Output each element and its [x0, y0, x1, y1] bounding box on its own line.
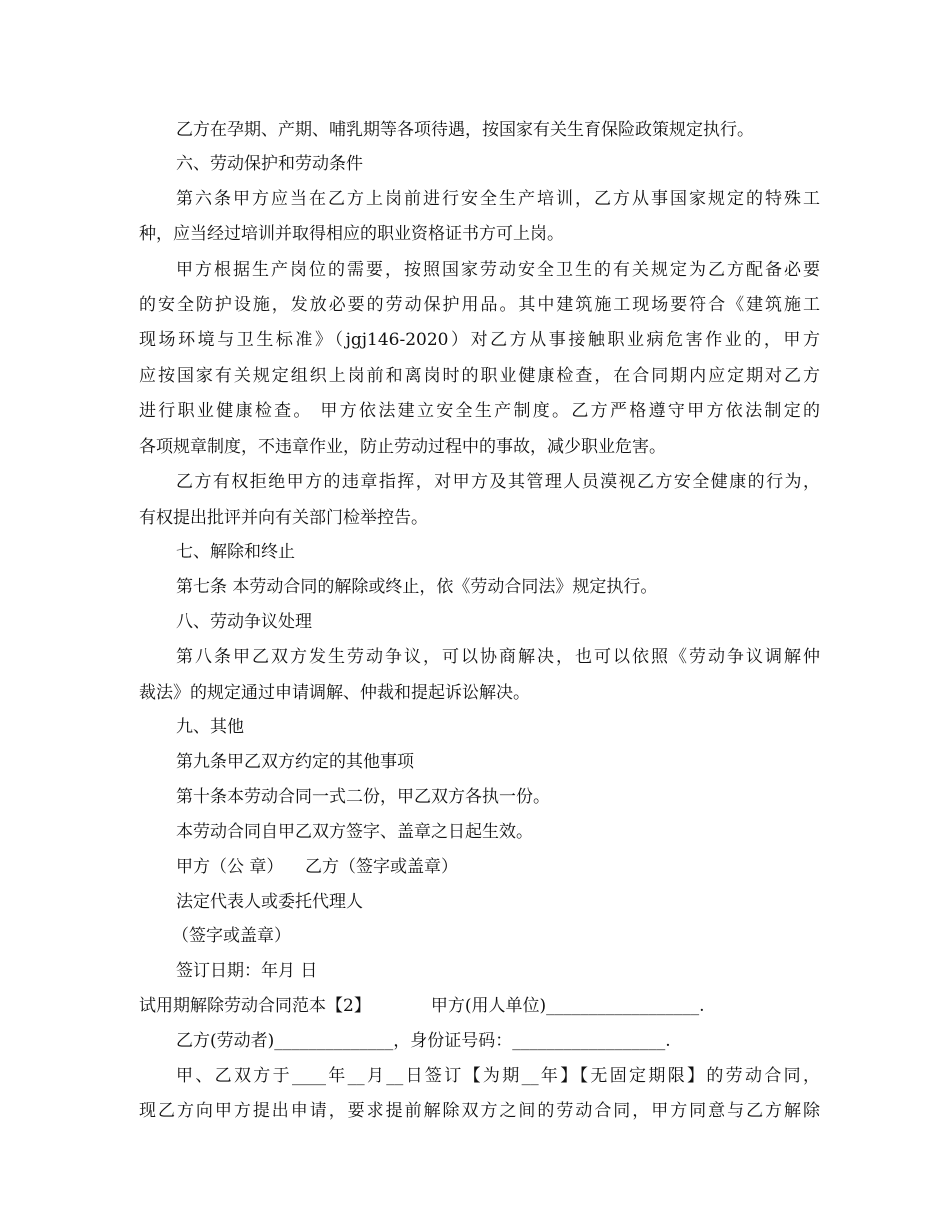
paragraph-line: 的安全防护设施，发放必要的劳动保护用品。其中建筑施工现场要符合《建筑施工	[139, 295, 820, 315]
paragraph-line: 进行职业健康检查。 甲方依法建立安全生产制度。乙方严格遵守甲方依法制定的	[139, 401, 820, 421]
paragraph-line: 第十条本劳动合同一式二份，甲乙双方各执一份。	[176, 787, 550, 807]
party-b-field: 乙方(劳动者)______________，身份证号码：__________________.	[176, 1031, 671, 1051]
section-heading: 九、其他	[176, 717, 244, 737]
signature-line: 甲方（公 章） 乙方（签字或盖章）	[176, 857, 459, 877]
paragraph-line: 各项规章制度，不违章作业，防止劳动过程中的事故，减少职业危害。	[139, 437, 666, 457]
paragraph-line: 第九条甲乙双方约定的其他事项	[176, 752, 414, 772]
party-a-field: 甲方(用人单位)__________________.	[430, 996, 705, 1016]
paragraph-line: 现乙方向甲方提出申请，要求提前解除双方之间的劳动合同，甲方同意与乙方解除	[139, 1101, 820, 1121]
signature-line: 法定代表人或委托代理人	[176, 892, 363, 912]
sample2-title-line	[139, 992, 820, 1020]
paragraph-line: 有权提出批评并向有关部门检举控告。	[139, 508, 428, 528]
paragraph-line: 应按国家有关规定组织上岗前和离岗时的职业健康检查，在合同期内应定期对乙方	[139, 366, 820, 386]
section-heading: 七、解除和终止	[176, 542, 295, 562]
section-heading: 八、劳动争议处理	[176, 612, 312, 632]
date-line: 签订日期：年月 日	[176, 961, 318, 981]
paragraph-line: 种，应当经过培训并取得相应的职业资格证书方可上岗。	[139, 224, 564, 244]
paragraph-line: 本劳动合同自甲乙双方签字、盖章之日起生效。	[176, 822, 533, 842]
paragraph-line: 第六条甲方应当在乙方上岗前进行安全生产培训，乙方从事国家规定的特殊工	[176, 189, 820, 209]
paragraph-line: 乙方有权拒绝甲方的违章指挥，对甲方及其管理人员漠视乙方安全健康的行为，	[176, 472, 820, 492]
paragraph-line: 现场环境与卫生标准》（jgj146-2020）对乙方从事接触职业病危害作业的，甲方	[139, 330, 820, 350]
paragraph-line: 乙方在孕期、产期、哺乳期等各项待遇，按国家有关生育保险政策规定执行。	[176, 120, 754, 140]
paragraph-line: 第七条 本劳动合同的解除或终止，依《劳动合同法》规定执行。	[176, 577, 658, 597]
signature-line: （签字或盖章）	[172, 926, 291, 946]
sample2-title: 试用期解除劳动合同范本【2】	[139, 996, 371, 1016]
paragraph-line: 第八条甲乙双方发生劳动争议，可以协商解决，也可以依照《劳动争议调解仲	[176, 647, 820, 667]
paragraph-line: 甲方根据生产岗位的需要，按照国家劳动安全卫生的有关规定为乙方配备必要	[176, 260, 820, 280]
section-heading: 六、劳动保护和劳动条件	[176, 154, 363, 174]
paragraph-line: 裁法》的规定通过申请调解、仲裁和提起诉讼解决。	[139, 683, 530, 703]
paragraph-line: 甲、乙双方于____年__月__日签订【为期__年】【无固定期限】的劳动合同，	[176, 1066, 820, 1086]
